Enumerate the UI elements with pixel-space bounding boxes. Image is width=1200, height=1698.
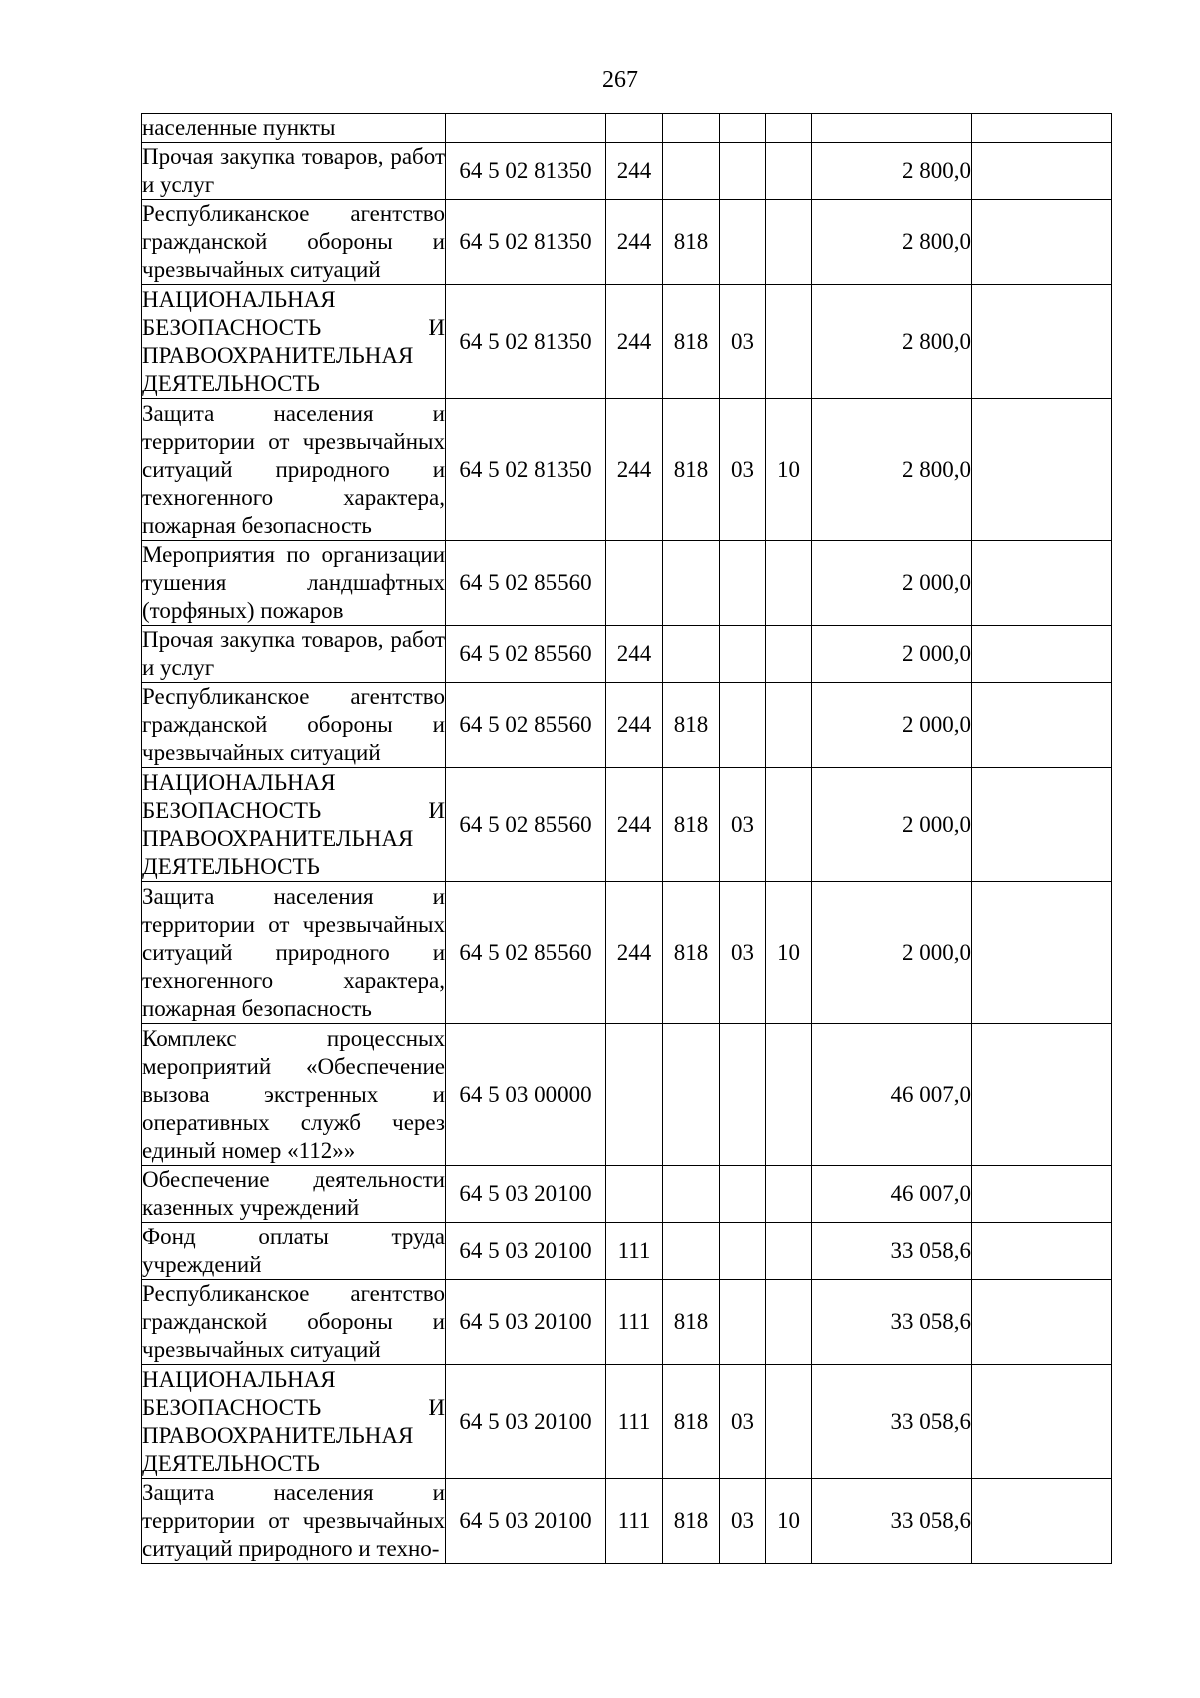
subsection-cell	[766, 626, 812, 683]
table-row	[142, 882, 1112, 1024]
expense-type-cell: 244	[606, 200, 663, 285]
extra-cell	[972, 143, 1112, 200]
administrator-cell: 818	[663, 1479, 720, 1564]
name-cell: Республиканское агентство гражданской обороны и чрезвычайных ситуаций	[142, 1280, 446, 1365]
target-article-cell: 64 5 02 81350	[446, 285, 606, 399]
expense-type-cell: 111	[606, 1479, 663, 1564]
amount-cell: 2 000,0	[812, 541, 972, 626]
section-cell	[720, 143, 766, 200]
subsection-cell	[766, 114, 812, 143]
target-article-cell: 64 5 02 85560	[446, 626, 606, 683]
expense-type-cell: 244	[606, 626, 663, 683]
target-article-cell: 64 5 03 20100	[446, 1365, 606, 1479]
page-number: 267	[602, 67, 638, 93]
administrator-cell: 818	[663, 200, 720, 285]
section-cell	[720, 626, 766, 683]
section-cell: 03	[720, 1365, 766, 1479]
administrator-cell: 818	[663, 285, 720, 399]
section-cell: 03	[720, 285, 766, 399]
target-article-cell: 64 5 03 00000	[446, 1024, 606, 1166]
table-row	[142, 768, 1112, 882]
expense-type-cell: 244	[606, 285, 663, 399]
table-row	[142, 399, 1112, 541]
subsection-cell: 10	[766, 399, 812, 541]
section-cell	[720, 114, 766, 143]
administrator-cell: 818	[663, 683, 720, 768]
target-article-cell: 64 5 02 85560	[446, 882, 606, 1024]
administrator-cell	[663, 1024, 720, 1166]
extra-cell	[972, 1365, 1112, 1479]
table-body	[142, 114, 1112, 1564]
section-cell: 03	[720, 882, 766, 1024]
administrator-cell: 818	[663, 1365, 720, 1479]
expense-type-cell	[606, 1166, 663, 1223]
name-cell: НАЦИОНАЛЬНАЯ БЕЗОПАСНОСТЬ И ПРАВООХРАНИТЕЛЬНАЯ ДЕЯТЕЛЬНОСТЬ	[142, 1365, 446, 1479]
amount-cell: 2 800,0	[812, 285, 972, 399]
amount-cell: 2 000,0	[812, 882, 972, 1024]
amount-cell: 33 058,6	[812, 1280, 972, 1365]
section-cell	[720, 1166, 766, 1223]
administrator-cell	[663, 114, 720, 143]
amount-cell: 2 000,0	[812, 768, 972, 882]
name-cell: Защита населения и территории от чрезвычайных ситуаций природного и техногенного характера, пожарная безопасность	[142, 399, 446, 541]
administrator-cell: 818	[663, 399, 720, 541]
section-cell	[720, 1280, 766, 1365]
table-row	[142, 541, 1112, 626]
name-cell: Защита населения и территории от чрезвычайных ситуаций природного и техногенного характера, пожарная безопасность	[142, 882, 446, 1024]
name-cell: НАЦИОНАЛЬНАЯ БЕЗОПАСНОСТЬ И ПРАВООХРАНИТЕЛЬНАЯ ДЕЯТЕЛЬНОСТЬ	[142, 768, 446, 882]
table-row	[142, 1024, 1112, 1166]
name-cell: Фонд оплаты труда учреждений	[142, 1223, 446, 1280]
administrator-cell	[663, 1223, 720, 1280]
section-cell: 03	[720, 1479, 766, 1564]
extra-cell	[972, 1024, 1112, 1166]
table-row	[142, 114, 1112, 143]
administrator-cell	[663, 1166, 720, 1223]
table-row	[142, 1280, 1112, 1365]
extra-cell	[972, 541, 1112, 626]
expense-type-cell: 244	[606, 143, 663, 200]
subsection-cell	[766, 768, 812, 882]
expense-type-cell: 111	[606, 1365, 663, 1479]
subsection-cell	[766, 200, 812, 285]
target-article-cell	[446, 114, 606, 143]
expense-type-cell: 244	[606, 768, 663, 882]
table-row	[142, 1166, 1112, 1223]
name-cell: Прочая закупка товаров, работ и услуг	[142, 626, 446, 683]
amount-cell: 2 800,0	[812, 200, 972, 285]
table-row	[142, 1223, 1112, 1280]
expense-type-cell: 244	[606, 683, 663, 768]
section-cell: 03	[720, 399, 766, 541]
extra-cell	[972, 768, 1112, 882]
name-cell: Обеспечение деятельности казенных учреждений	[142, 1166, 446, 1223]
administrator-cell	[663, 626, 720, 683]
subsection-cell	[766, 1024, 812, 1166]
expense-type-cell: 111	[606, 1223, 663, 1280]
target-article-cell: 64 5 02 81350	[446, 200, 606, 285]
extra-cell	[972, 114, 1112, 143]
name-cell: НАЦИОНАЛЬНАЯ БЕЗОПАСНОСТЬ И ПРАВООХРАНИТЕЛЬНАЯ ДЕЯТЕЛЬНОСТЬ	[142, 285, 446, 399]
table-row	[142, 285, 1112, 399]
subsection-cell	[766, 143, 812, 200]
target-article-cell: 64 5 02 81350	[446, 143, 606, 200]
amount-cell: 33 058,6	[812, 1365, 972, 1479]
amount-cell: 46 007,0	[812, 1166, 972, 1223]
amount-cell	[812, 114, 972, 143]
target-article-cell: 64 5 02 81350	[446, 399, 606, 541]
amount-cell: 2 800,0	[812, 399, 972, 541]
expense-type-cell	[606, 541, 663, 626]
table-row	[142, 143, 1112, 200]
subsection-cell: 10	[766, 1479, 812, 1564]
target-article-cell: 64 5 02 85560	[446, 541, 606, 626]
subsection-cell	[766, 1365, 812, 1479]
amount-cell: 2 800,0	[812, 143, 972, 200]
target-article-cell: 64 5 02 85560	[446, 768, 606, 882]
target-article-cell: 64 5 03 20100	[446, 1280, 606, 1365]
extra-cell	[972, 683, 1112, 768]
administrator-cell: 818	[663, 768, 720, 882]
extra-cell	[972, 626, 1112, 683]
name-cell: Республиканское агентство гражданской обороны и чрезвычайных ситуаций	[142, 683, 446, 768]
subsection-cell	[766, 541, 812, 626]
subsection-cell	[766, 285, 812, 399]
expense-type-cell: 111	[606, 1280, 663, 1365]
table-row	[142, 626, 1112, 683]
target-article-cell: 64 5 03 20100	[446, 1223, 606, 1280]
name-cell: Республиканское агентство гражданской обороны и чрезвычайных ситуаций	[142, 200, 446, 285]
table-row	[142, 200, 1112, 285]
amount-cell: 46 007,0	[812, 1024, 972, 1166]
name-cell: населенные пункты	[142, 114, 446, 143]
extra-cell	[972, 1479, 1112, 1564]
table-row	[142, 1479, 1112, 1564]
expense-type-cell	[606, 114, 663, 143]
administrator-cell: 818	[663, 882, 720, 1024]
subsection-cell	[766, 1223, 812, 1280]
section-cell	[720, 683, 766, 768]
section-cell	[720, 1024, 766, 1166]
name-cell: Комплекс процессных мероприятий «Обеспечение вызова экстренных и оперативных служб через единый номер «112»»	[142, 1024, 446, 1166]
extra-cell	[972, 285, 1112, 399]
administrator-cell: 818	[663, 1280, 720, 1365]
expense-type-cell	[606, 1024, 663, 1166]
amount-cell: 2 000,0	[812, 626, 972, 683]
expense-type-cell: 244	[606, 882, 663, 1024]
subsection-cell	[766, 1280, 812, 1365]
extra-cell	[972, 1280, 1112, 1365]
extra-cell	[972, 399, 1112, 541]
subsection-cell	[766, 1166, 812, 1223]
target-article-cell: 64 5 03 20100	[446, 1479, 606, 1564]
extra-cell	[972, 200, 1112, 285]
target-article-cell: 64 5 02 85560	[446, 683, 606, 768]
administrator-cell	[663, 143, 720, 200]
table-row	[142, 683, 1112, 768]
target-article-cell: 64 5 03 20100	[446, 1166, 606, 1223]
amount-cell: 2 000,0	[812, 683, 972, 768]
subsection-cell: 10	[766, 882, 812, 1024]
administrator-cell	[663, 541, 720, 626]
extra-cell	[972, 882, 1112, 1024]
name-cell: Защита населения и территории от чрезвычайных ситуаций природного и техно-	[142, 1479, 446, 1564]
extra-cell	[972, 1223, 1112, 1280]
amount-cell: 33 058,6	[812, 1479, 972, 1564]
amount-cell: 33 058,6	[812, 1223, 972, 1280]
section-cell	[720, 1223, 766, 1280]
name-cell: Мероприятия по организации тушения ландшафтных (торфяных) пожаров	[142, 541, 446, 626]
section-cell: 03	[720, 768, 766, 882]
expense-type-cell: 244	[606, 399, 663, 541]
section-cell	[720, 200, 766, 285]
extra-cell	[972, 1166, 1112, 1223]
budget-table	[141, 113, 1112, 1564]
subsection-cell	[766, 683, 812, 768]
name-cell: Прочая закупка товаров, работ и услуг	[142, 143, 446, 200]
section-cell	[720, 541, 766, 626]
table-row	[142, 1365, 1112, 1479]
